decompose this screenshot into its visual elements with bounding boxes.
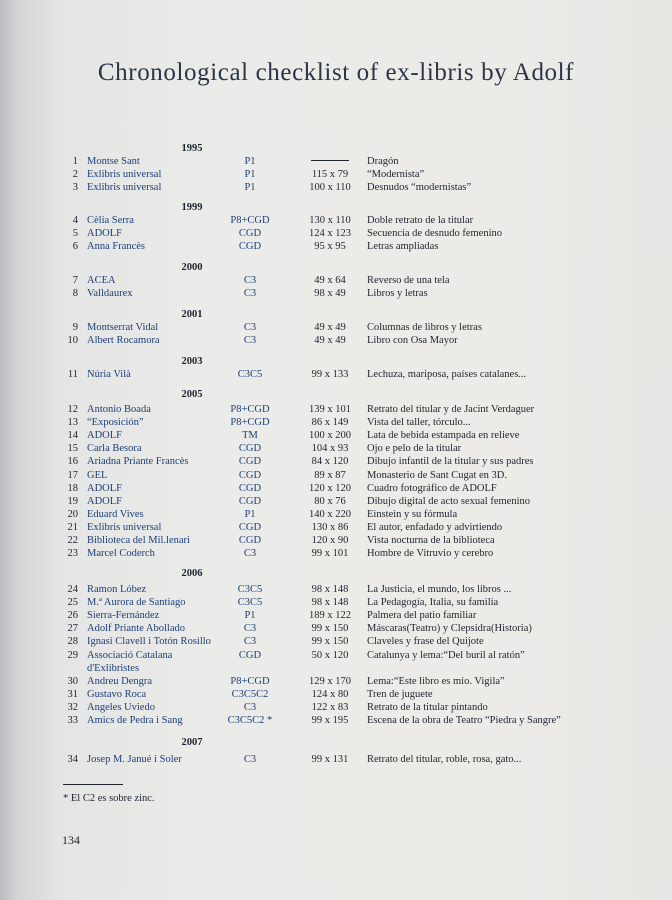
checklist-row xyxy=(0,240,672,254)
technique: P1 xyxy=(244,508,256,520)
owner-name: Eduard Vives xyxy=(87,508,144,520)
owner-name: Valldaurex xyxy=(87,288,133,300)
description: Catalunya y lema:“Del buril al ratón” xyxy=(367,649,525,661)
description: La Pedagogía, Italia, su familia xyxy=(367,597,499,609)
dimensions: 99 x 195 xyxy=(311,715,349,726)
dimensions: 104 x 93 xyxy=(311,443,349,455)
entry-number: 5 xyxy=(72,228,78,240)
technique: CGD xyxy=(238,443,262,455)
technique: C3C5C2 xyxy=(231,688,269,700)
checklist-row xyxy=(0,214,672,228)
owner-name: GEL xyxy=(87,469,108,481)
dimensions: 124 x 80 xyxy=(311,688,349,700)
entry-number: 21 xyxy=(67,521,78,533)
owner-name: “Exposición” xyxy=(87,417,144,429)
checklist-row xyxy=(0,168,672,182)
entry-number: 8 xyxy=(72,288,78,300)
owner-name: Anna Francès xyxy=(87,241,146,253)
owner-name: M.ª Aurora de Santiago xyxy=(87,597,186,609)
technique: CGD xyxy=(238,521,262,533)
description: La Justicia, el mundo, los libros ... xyxy=(367,584,512,595)
footnote: * El C2 es sobre zinc. xyxy=(63,793,155,804)
technique: C3C5 xyxy=(237,584,263,595)
checklist-row xyxy=(0,649,672,663)
entry-number: 30 xyxy=(67,675,78,687)
checklist-row xyxy=(0,521,672,535)
owner-name: Josep M. Janué i Soler xyxy=(87,754,182,765)
entry-number: 10 xyxy=(67,335,78,347)
checklist-row xyxy=(0,508,672,522)
checklist-row xyxy=(0,274,672,288)
owner-name: Adolf Priante Abollado xyxy=(87,623,185,635)
checklist-row xyxy=(0,368,672,382)
owner-name: Biblioteca del Mil.lenari xyxy=(87,535,190,546)
entry-number: 16 xyxy=(67,456,78,468)
owner-name: Sierra-Fernández xyxy=(87,610,160,622)
owner-name: Antonio Boada xyxy=(87,404,151,415)
description: Libro con Osa Mayor xyxy=(367,335,458,347)
description: Tren de juguete xyxy=(367,688,433,700)
owner-name: Núria Vilà xyxy=(87,369,131,380)
checklist-row xyxy=(0,227,672,241)
dimensions: 129 x 170 xyxy=(309,675,351,687)
checklist-row xyxy=(0,455,672,469)
entry-number: 3 xyxy=(72,182,78,194)
technique: C3 xyxy=(243,275,257,286)
checklist-row xyxy=(0,403,672,417)
description: Claveles y frase del Quijote xyxy=(367,636,484,648)
entry-number: 20 xyxy=(67,508,78,520)
technique: C3 xyxy=(243,754,257,765)
dimensions: 49 x 64 xyxy=(314,275,346,286)
year-heading: 2006 xyxy=(181,568,203,579)
technique: CGD xyxy=(238,482,262,494)
description: Letras ampliadas xyxy=(367,241,439,253)
entry-number: 14 xyxy=(67,430,78,442)
technique: P8+CGD xyxy=(230,417,270,429)
checklist-row xyxy=(0,482,672,496)
dimensions: 130 x 86 xyxy=(311,521,349,533)
technique: CGD xyxy=(238,535,262,546)
checklist-row xyxy=(0,714,672,728)
year-heading: 2000 xyxy=(181,262,203,273)
description: Escena de la obra de Teatro “Piedra y Sangre” xyxy=(367,715,561,726)
year-heading: 1995 xyxy=(181,143,203,154)
dimensions: 99 x 150 xyxy=(311,636,349,648)
entry-number: 28 xyxy=(67,636,78,648)
checklist-row xyxy=(0,155,672,169)
technique: CGD xyxy=(238,469,262,481)
checklist-row xyxy=(0,534,672,548)
checklist-row xyxy=(0,547,672,561)
entry-number: 23 xyxy=(67,548,78,560)
entry-number: 25 xyxy=(67,597,78,609)
description: Dibujo digital de acto sexual femenino xyxy=(367,495,530,507)
technique: C3 xyxy=(243,322,257,333)
year-heading: 2003 xyxy=(181,356,203,367)
description: Monasterio de Sant Cugat en 3D. xyxy=(367,469,507,481)
owner-name: ACEA xyxy=(87,275,116,286)
technique: CGD xyxy=(238,456,262,468)
technique: CGD xyxy=(238,649,262,661)
owner-name: Ramon Lóbez xyxy=(87,584,147,595)
checklist-row xyxy=(0,609,672,623)
description: Reverso de una tela xyxy=(367,275,450,286)
dimensions: 99 x 101 xyxy=(311,548,349,560)
technique: CGD xyxy=(238,241,262,253)
entry-number: 4 xyxy=(72,215,78,226)
description: Lata de bebida estampada en relieve xyxy=(367,430,520,442)
page-number: 134 xyxy=(62,833,80,847)
entry-number: 2 xyxy=(72,169,78,181)
checklist-row-continuation xyxy=(0,662,672,676)
dimensions: 86 x 149 xyxy=(311,417,349,429)
description: Cuadro fotográfico de ADOLF xyxy=(367,482,497,494)
technique: P1 xyxy=(244,156,256,167)
year-heading: 2001 xyxy=(181,309,203,320)
checklist-row xyxy=(0,596,672,610)
description: Vista nocturna de la biblioteca xyxy=(367,535,495,546)
dimensions: 98 x 148 xyxy=(311,584,349,595)
owner-name: Exlibris universal xyxy=(87,169,162,181)
technique: C3 xyxy=(243,335,257,347)
entry-number: 13 xyxy=(67,417,78,429)
checklist-row xyxy=(0,334,672,348)
entry-number: 22 xyxy=(67,535,78,546)
technique: TM xyxy=(242,430,258,442)
description: Columnas de libros y letras xyxy=(367,322,482,333)
entry-number: 7 xyxy=(72,275,78,286)
owner-name: Cèlia Serra xyxy=(87,215,134,226)
dimensions: 124 x 123 xyxy=(309,228,351,240)
checklist-row xyxy=(0,495,672,509)
owner-name: Marcel Coderch xyxy=(87,548,155,560)
entry-number: 32 xyxy=(67,701,78,713)
description: Retrato del titular y de Jacint Verdaguer xyxy=(367,404,535,415)
owner-name: ADOLF xyxy=(87,228,123,240)
dimensions: 50 x 120 xyxy=(311,649,349,661)
technique: C3 xyxy=(243,623,257,635)
owner-name: Montserrat Vidal xyxy=(87,322,159,333)
entry-number: 11 xyxy=(67,369,78,380)
description: Secuencia de desnudo femenino xyxy=(367,228,502,240)
description: Máscaras(Teatro) y Clepsidra(Historia) xyxy=(367,623,532,635)
technique: CGD xyxy=(238,228,262,240)
technique: P8+CGD xyxy=(230,675,270,687)
year-heading: 1999 xyxy=(181,202,203,213)
dimensions: 99 x 150 xyxy=(311,623,349,635)
entry-number: 31 xyxy=(67,688,78,700)
technique: P8+CGD xyxy=(230,404,270,415)
description: Dibujo infantil de la titular y sus padres xyxy=(367,456,534,468)
dimensions: 49 x 49 xyxy=(314,322,346,333)
owner-name: Carla Besora xyxy=(87,443,142,455)
description: “Modernista” xyxy=(367,169,425,181)
entry-number: 27 xyxy=(67,623,78,635)
owner-name: Exlibris universal xyxy=(87,182,162,194)
dimensions: 100 x 200 xyxy=(309,430,351,442)
entry-number: 12 xyxy=(67,404,78,415)
entry-number: 19 xyxy=(67,495,78,507)
dimensions-dash xyxy=(288,155,372,169)
technique: CGD xyxy=(238,495,262,507)
technique: C3C5 xyxy=(237,597,263,609)
technique: C3 xyxy=(243,701,257,713)
entry-number: 9 xyxy=(72,322,78,333)
checklist-row xyxy=(0,416,672,430)
dimensions: 115 x 79 xyxy=(311,169,349,181)
owner-name: ADOLF xyxy=(87,430,123,442)
checklist-row xyxy=(0,753,672,767)
entry-number: 6 xyxy=(72,241,78,253)
owner-name: Ignasi Clavell i Totón Rosillo xyxy=(87,636,211,648)
dimensions: 89 x 87 xyxy=(314,469,346,481)
dimensions: 80 x 76 xyxy=(314,495,346,507)
checklist-row xyxy=(0,583,672,597)
dimensions: 139 x 101 xyxy=(309,404,351,415)
owner-name: ADOLF xyxy=(87,495,123,507)
description: Ojo e pelo de la titular xyxy=(367,443,462,455)
entry-number: 33 xyxy=(67,715,78,726)
technique: P8+CGD xyxy=(230,215,270,226)
owner-name: Gustavo Roca xyxy=(87,688,147,700)
entry-number: 18 xyxy=(67,482,78,494)
description: El autor, enfadado y advirtiendo xyxy=(367,521,503,533)
dimensions: 120 x 90 xyxy=(311,535,349,546)
entry-number: 1 xyxy=(72,156,78,167)
page-title: Chronological checklist of ex-libris by Adolf xyxy=(97,59,575,86)
description: Dragón xyxy=(367,156,399,167)
checklist-row xyxy=(0,181,672,195)
dimensions: 140 x 220 xyxy=(309,508,351,520)
technique: P1 xyxy=(244,182,256,194)
description: Retrato del titular, roble, rosa, gato... xyxy=(367,754,522,765)
dimensions: 120 x 120 xyxy=(309,482,351,494)
description: Vista del taller, tórculo... xyxy=(367,417,471,429)
entry-number: 34 xyxy=(67,754,78,765)
checklist-row xyxy=(0,675,672,689)
dimensions: 99 x 133 xyxy=(311,369,349,380)
owner-name: Amics de Pedra i Sang xyxy=(87,715,183,726)
technique: P1 xyxy=(244,610,256,622)
description: Lechuza, mariposa, países catalanes... xyxy=(367,369,527,380)
owner-name: Ariadna Priante Francès xyxy=(87,456,189,468)
dimensions: 98 x 49 xyxy=(314,288,346,300)
description: Libros y letras xyxy=(367,288,428,300)
description: Doble retrato de la titular xyxy=(367,215,474,226)
technique: C3 xyxy=(243,636,257,648)
checklist-row xyxy=(0,469,672,483)
dimensions: 99 x 131 xyxy=(311,754,349,765)
owner-name: Montse Sant xyxy=(87,156,140,167)
description: Einstein y su fórmula xyxy=(367,508,458,520)
owner-name-continued: d'Exlibristes xyxy=(87,662,140,674)
dimensions: 49 x 49 xyxy=(314,335,346,347)
owner-name: Associació Catalana xyxy=(87,649,173,661)
checklist-row xyxy=(0,442,672,456)
entry-number: 24 xyxy=(67,584,78,595)
owner-name: Exlibris universal xyxy=(87,521,162,533)
year-heading: 2007 xyxy=(181,737,203,748)
description: Retrato de la titular pintando xyxy=(367,701,488,713)
dimensions: 189 x 122 xyxy=(309,610,351,622)
entry-number: 26 xyxy=(67,610,78,622)
checklist-row xyxy=(0,321,672,335)
entry-number: 17 xyxy=(67,469,78,481)
checklist-row xyxy=(0,701,672,715)
year-heading: 2005 xyxy=(181,389,203,400)
owner-name: Albert Rocamora xyxy=(87,335,160,347)
entry-number: 15 xyxy=(67,443,78,455)
checklist-row xyxy=(0,635,672,649)
technique: P1 xyxy=(244,169,256,181)
owner-name: Andreu Dengra xyxy=(87,675,153,687)
owner-name: Angeles Uviedo xyxy=(87,701,155,713)
description: Palmera del patio familiar xyxy=(367,610,477,622)
description: Lema:“Este libro es mío. Vigila” xyxy=(367,675,505,687)
checklist-row xyxy=(0,622,672,636)
dimensions: 95 x 95 xyxy=(314,241,346,253)
checklist-row xyxy=(0,688,672,702)
description: Hombre de Vitruvio y cerebro xyxy=(367,548,494,560)
footnote-divider xyxy=(63,784,123,785)
checklist-row xyxy=(0,287,672,301)
technique: C3C5 xyxy=(237,369,263,380)
dimensions: 130 x 110 xyxy=(309,215,351,226)
owner-name: ADOLF xyxy=(87,482,123,494)
dimensions: 122 x 83 xyxy=(311,701,349,713)
entry-number: 29 xyxy=(67,649,78,661)
technique: C3 xyxy=(243,288,257,300)
technique: C3C5C2 * xyxy=(227,715,273,726)
dimensions: 100 x 110 xyxy=(309,182,351,194)
checklist-row xyxy=(0,429,672,443)
description: Desnudos “modernistas” xyxy=(367,182,472,194)
dimensions: 98 x 148 xyxy=(311,597,349,609)
dimensions: 84 x 120 xyxy=(311,456,349,468)
technique: C3 xyxy=(243,548,257,560)
